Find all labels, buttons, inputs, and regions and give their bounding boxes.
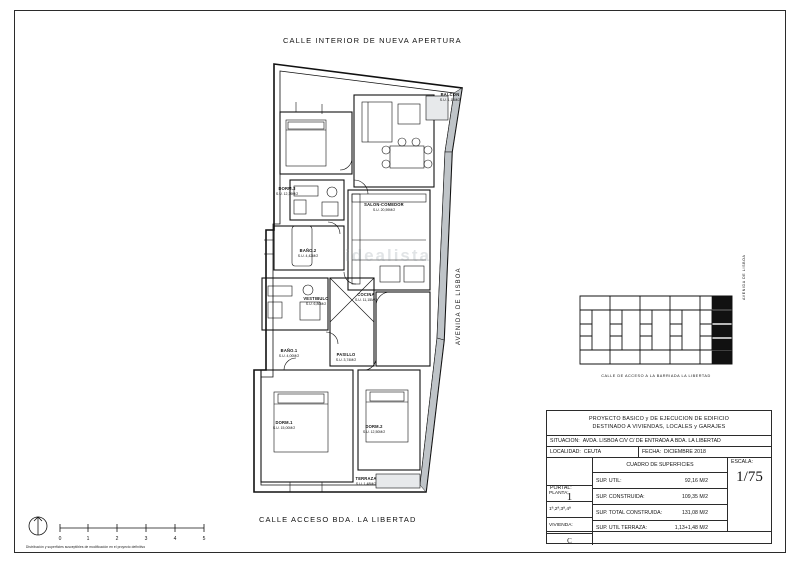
room-label-bano2: BAÑO.2 S.U. 4,42M/2	[297, 248, 319, 259]
vivienda-value: C	[547, 533, 592, 548]
table-row: SUP. UTIL: 92,16 M/2	[593, 473, 727, 489]
floor-plan-svg	[230, 40, 530, 510]
street-label-bottom: CALLE ACCESO BDA. LA LIBERTAD	[259, 515, 417, 524]
situacion-value: AVDA. LISBOA C/V C/ DE ENTRADA A BDA. LA LIBERTAD	[582, 438, 721, 444]
escala-cell	[728, 458, 771, 531]
title-row-situacion	[547, 436, 771, 447]
project-title: PROYECTO BASICO y DE EJECUCION DE EDIFICIO DESTINADO A VIVIENDAS, LOCALES y GARAJES	[588, 415, 730, 430]
scale-tick: 3	[144, 536, 148, 542]
scale-tick: 4	[173, 536, 177, 542]
scale-tick: 1	[86, 536, 90, 542]
planta-value: 1ª,2ª,3ª,4ª	[547, 501, 592, 517]
room-label-bano1: BAÑO.1 S.U. 4,00M/2	[278, 348, 300, 359]
fecha-value: DICIEMBRE 2018	[664, 449, 706, 455]
room-label-cocina: COCINA S.U. 11,15M/2	[354, 292, 378, 303]
title-row-tables	[547, 458, 771, 532]
table-row: SUP. CONSTRUIDA: 109,35 M/2	[593, 489, 727, 505]
block-diagram-caption: CALLE DE ACCESO A LA BARRIADA LA LIBERTAD	[601, 374, 711, 378]
portal-cell	[547, 458, 593, 531]
room-label-dorm3: DORM.3 S.U. 12,39M/2	[275, 186, 299, 197]
table-row: SUP. TOTAL CONSTRUIDA: 131,08 M/2	[593, 505, 727, 521]
room-label-dorm2: DORM.2 S.U. 12,50M/2	[362, 424, 386, 435]
vivienda-label: VIVIENDA:	[547, 517, 592, 533]
street-label-top: CALLE INTERIOR DE NUEVA APERTURA	[283, 36, 462, 45]
floor-plan-drawing	[230, 40, 530, 510]
escala-label: ESCALA:	[731, 459, 753, 465]
block-diagram-svg	[556, 280, 756, 380]
title-block	[546, 410, 772, 544]
room-label-salon-comedor: SALON-COMEDOR S.U. 20,59M/2	[364, 202, 404, 213]
street-label-avenida-lisboa: AVENIDA DE LISBOA	[456, 267, 462, 345]
cuadro-superficies	[593, 458, 728, 531]
situacion-label: SITUACION:	[550, 438, 580, 444]
portal-value: 1	[566, 491, 573, 504]
table-row: SUP. UTIL TERRAZA: 1,13+1,48 M/2	[596, 525, 708, 531]
room-label-pasillo: PASILLO S.U. 3,74M/2	[335, 352, 357, 363]
localidad-label: LOCALIDAD:	[550, 449, 581, 455]
scale-bar	[26, 512, 216, 542]
scale-bar-svg	[26, 512, 216, 542]
room-label-dorm1: DORM.1 S.U. 15,00M/2	[272, 420, 296, 431]
title-row-project	[547, 411, 771, 436]
planta-label: PLANTA:	[547, 485, 592, 501]
scale-tick: 5	[202, 536, 206, 542]
fecha-label: FECHA:	[642, 449, 662, 455]
block-diagram-side-label: AVENIDA DE LISBOA	[742, 254, 746, 300]
cuadro-title: CUADRO DE SUPERFICIES	[593, 458, 727, 473]
disclaimer-note: Distribución y superficies susceptibles de modificación en el proyecto definitivo	[26, 545, 146, 549]
scale-tick: 2	[115, 536, 119, 542]
escala-value: 1/75	[736, 469, 763, 485]
portal-label: PORTAL:	[550, 484, 572, 491]
room-label-balcon: BALCON S.U. 1,13M/2	[439, 92, 461, 103]
scale-tick: 0	[58, 536, 62, 542]
room-label-terraza: TERRAZA S.U. 1,48M/2	[355, 476, 377, 487]
room-label-vestibulo: VESTIBULO S.U. 6,80M/2	[303, 296, 329, 307]
watermark: idealista	[344, 246, 432, 265]
title-row-localidad-fecha	[547, 447, 771, 458]
localidad-value: CEUTA	[583, 449, 602, 455]
